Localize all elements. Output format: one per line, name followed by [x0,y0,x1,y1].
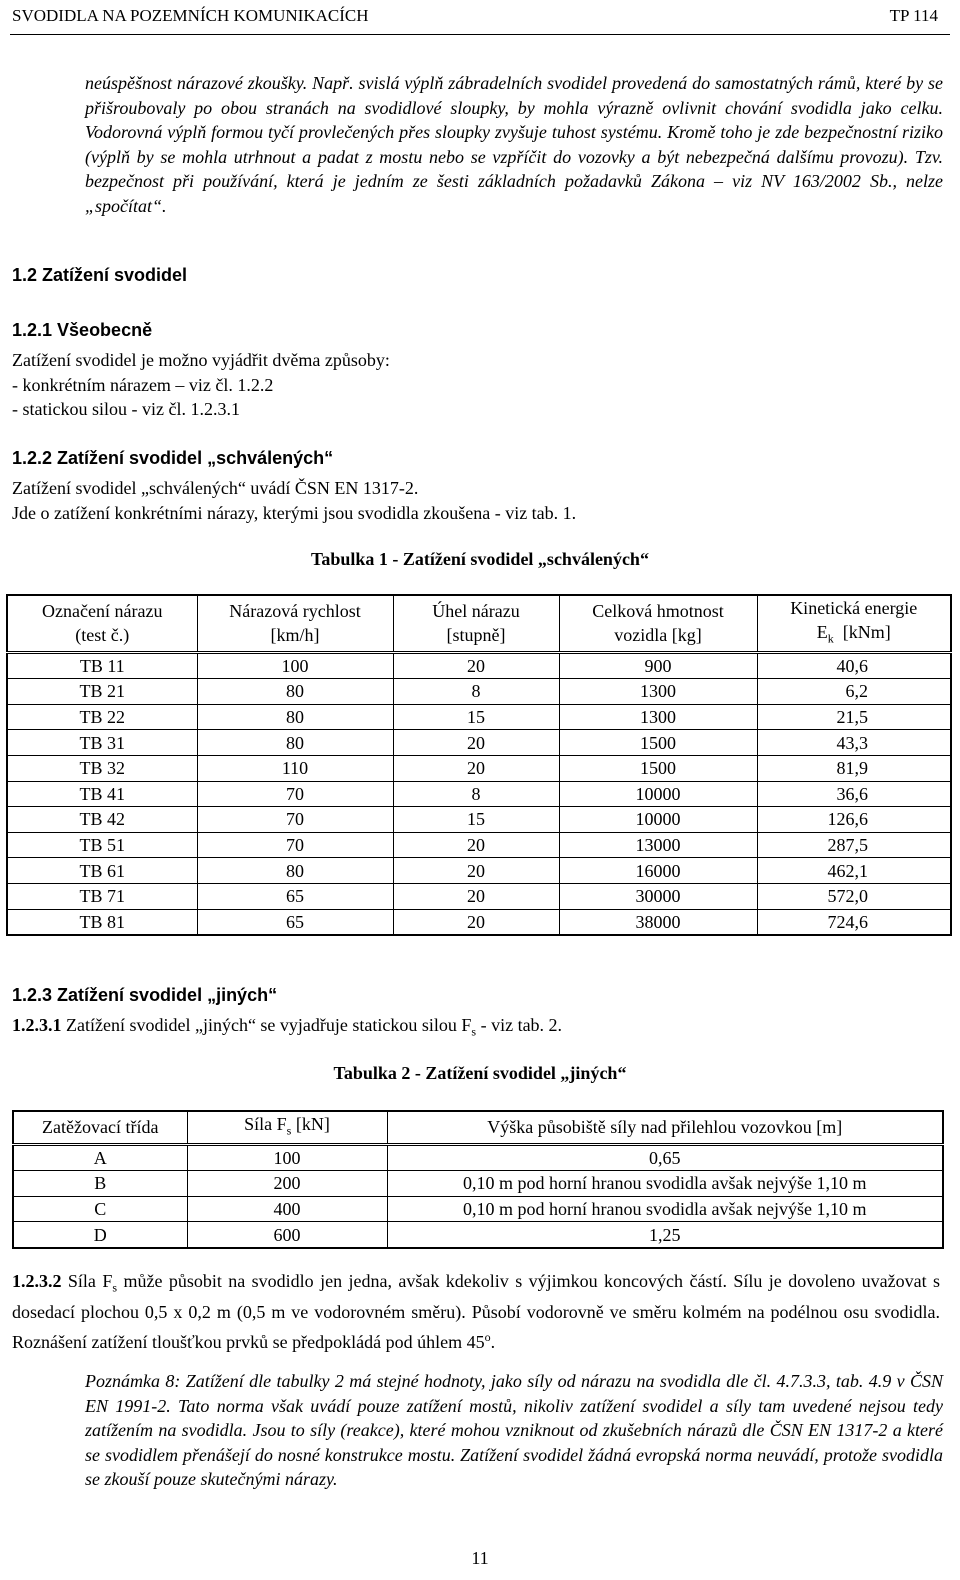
table2-row [13,1222,943,1248]
table1-cell: TB 41 [7,781,197,807]
table1-cell: 900 [559,652,757,679]
table1-cell: TB 61 [7,858,197,884]
table1-cell: 15 [393,704,559,730]
table2-cell: A [13,1144,187,1171]
running-header-title: SVODIDLA NA POZEMNÍCH KOMUNIKACÍCH [12,6,369,25]
section-heading-1-2-2: 1.2.2 Zatížení svodidel „schválených“ [12,448,334,468]
table1-cell: 1300 [559,679,757,705]
section-heading-1-2: 1.2 Zatížení svodidel [12,265,188,285]
table1-cell: 70 [197,781,393,807]
table1-cell: 80 [197,858,393,884]
table1-row [7,858,951,884]
table1-row [7,679,951,705]
table2-header-cell: Výška působiště síly nad přilehlou vozovkou [m] [387,1111,943,1144]
table1-cell: 80 [197,704,393,730]
table1-cell: 20 [393,883,559,909]
table2-row [13,1144,943,1171]
table1-cell: 38000 [559,909,757,935]
table1-header-row [7,595,951,652]
text-line: Zatížení svodidel je možno vyjádřit dvěma způsoby: [12,350,390,370]
table1-cell: 40,6 [757,652,951,679]
table2-cell: 0,10 m pod horní hranou svodidla avšak nejvýše 1,10 m [387,1196,943,1222]
running-header-code: TP 114 [889,6,938,25]
table1-cell: 43,3 [757,730,951,756]
table2-header-row [13,1111,943,1144]
table2-cell: 0,65 [387,1144,943,1171]
table1-cell: 16000 [559,858,757,884]
table1-row [7,807,951,833]
table2-cell: 600 [187,1222,387,1248]
intro-paragraph: neúspěšnost nárazové zkoušky. Např. svislá výplň zábradelních svodidel provedená do samostatných rámů, které by se přišroubovaly po obou stranách na svodidlové sloupky, by mohla výrazně ovlivnit chování svodidla jako celku. Vodorovná výplň formou tyčí provlečených přes sloupky zvyšuje tuhost systému. Kromě toho je zde bezpečnostní riziko (výplň by se mohla utrhnout a padat z mostu nebo se vzpříčit do vozovky a být nebezpečná dalšímu provozu). Tzv. bezpečnost při používání, která je jedním ze šesti základních požadavků Zákona – viz NV 163/2002 Sb., nelze „spočítat“. [85,73,943,216]
table1-cell: 20 [393,652,559,679]
table1-cell: 1500 [559,730,757,756]
table1-row [7,730,951,756]
table1-cell: 20 [393,909,559,935]
table1-header-cell: Celková hmotnost vozidla [kg] [559,595,757,652]
table1-cell: 6,2 [757,679,951,705]
table1-cell: 36,6 [757,781,951,807]
table1-cell: 80 [197,679,393,705]
table1-cell: 20 [393,858,559,884]
table1-caption: Tabulka 1 - Zatížení svodidel „schválených“ [311,549,649,569]
section-heading-1-2-3: 1.2.3 Zatížení svodidel „jiných“ [12,985,278,1005]
table1-cell: TB 71 [7,883,197,909]
table1-cell: 100 [197,652,393,679]
table1-cell: TB 21 [7,679,197,705]
table1-row [7,704,951,730]
text-line: Jde o zatížení konkrétními nárazy, kterými jsou svodidla zkoušena - viz tab. 1. [12,503,577,523]
clause-1-2-3-1: 1.2.3.1 Zatížení svodidel „jiných“ se vyjadřuje statickou silou $F_s$ - viz tab. 2. [12,1015,563,1039]
table2-cell: C [13,1196,187,1222]
table1-cell: TB 11 [7,652,197,679]
table2-cell: D [13,1222,187,1248]
section-heading-1-2-1: 1.2.1 Všeobecně [12,320,153,340]
table2-cell: 200 [187,1171,387,1197]
table2-row [13,1171,943,1197]
table1-row [7,883,951,909]
table2 [12,1110,944,1249]
table1-header-cell: Úhel nárazu [stupně] [393,595,559,652]
table1-cell: 70 [197,832,393,858]
table1-cell: 81,9 [757,755,951,781]
table1-cell: 572,0 [757,883,951,909]
table1-cell: 65 [197,909,393,935]
table2-header-cell: Zatěžovací třída [13,1111,187,1144]
table2-row [13,1196,943,1222]
page-number: 11 [471,1548,489,1568]
text-line: - statickou silou - viz čl. 1.2.3.1 [12,399,240,419]
table1-header-cell: Kinetická energie $E_k$ [kNm] [757,595,951,652]
table2-cell: 0,10 m pod horní hranou svodidla avšak nejvýše 1,10 m [387,1171,943,1197]
table1-cell: TB 81 [7,909,197,935]
clause-1-2-3-2: 1.2.3.2 Síla $F_s$ může působit na svodidlo jen jedna, avšak kdekoliv s výjimkou koncových částí. Sílu je dovoleno uvažovat s dosedací plochou 0,5 x 0,2 m (0,5 m ve vodorovném směru). Působí vodorovně ve směru kolmém na podélnou osu svodidla. Roznášení zatížení tloušťkou prvků se předpokládá pod úhlem 45$^o$. [12,1271,940,1352]
table1-header-cell: Označení nárazu (test č.) [7,595,197,652]
note-8: Poznámka 8: Zatížení dle tabulky 2 má stejné hodnoty, jako síly od nárazu na svodidla dle čl. 4.7.3.3, tab. 4.9 v ČSN EN 1991-2. Tato norma však uvádí pouze zatížení mostů, nikoliv zatížení svodidel a síly tam uvedené nejsou tedy zatížením na svodidla. Jsou to síly (reakce), které mohou vzniknout od zkušebních nárazů dle ČSN EN 1317-2 a které se svodidlem přenášejí do nosné konstrukce mostu. Zatížení svodidel žádná evropská norma neuvádí, protože svodidla se zkouší pouze skutečnými nárazy. [85,1371,943,1489]
table1-row [7,781,951,807]
table1-cell: 30000 [559,883,757,909]
table1-cell: 15 [393,807,559,833]
table1-cell: 80 [197,730,393,756]
table2-cell: B [13,1171,187,1197]
table1-cell: 8 [393,781,559,807]
text-line: Zatížení svodidel „schválených“ uvádí ČSN EN 1317-2. [12,478,419,498]
table1-cell: 20 [393,755,559,781]
table1-row [7,652,951,679]
table1-cell: 462,1 [757,858,951,884]
table2-header-cell: Síla $F_s$ [kN] [187,1111,387,1144]
table1-cell: 70 [197,807,393,833]
table1-cell: 13000 [559,832,757,858]
table1-row [7,909,951,935]
table1-body [7,652,951,935]
table1-cell: TB 32 [7,755,197,781]
table1 [6,594,952,936]
table1-cell: 126,6 [757,807,951,833]
table1-cell: 110 [197,755,393,781]
table1-cell: 8 [393,679,559,705]
table2-caption: Tabulka 2 - Zatížení svodidel „jiných“ [333,1063,627,1083]
table1-cell: 20 [393,730,559,756]
table2-cell: 400 [187,1196,387,1222]
table1-cell: 65 [197,883,393,909]
table1-cell: TB 22 [7,704,197,730]
header-rule [10,34,950,35]
table1-row [7,832,951,858]
text-line: - konkrétním nárazem – viz čl. 1.2.2 [12,375,274,395]
table1-row [7,755,951,781]
table1-cell: TB 31 [7,730,197,756]
table1-cell: 1500 [559,755,757,781]
table2-cell: 1,25 [387,1222,943,1248]
table1-cell: 287,5 [757,832,951,858]
table2-cell: 100 [187,1144,387,1171]
table1-cell: TB 42 [7,807,197,833]
table1-cell: 10000 [559,807,757,833]
table1-header-cell: Nárazová rychlost [km/h] [197,595,393,652]
table2-body [13,1144,943,1248]
table1-cell: TB 51 [7,832,197,858]
table1-cell: 1300 [559,704,757,730]
table1-cell: 724,6 [757,909,951,935]
table1-cell: 10000 [559,781,757,807]
table1-cell: 21,5 [757,704,951,730]
table1-cell: 20 [393,832,559,858]
